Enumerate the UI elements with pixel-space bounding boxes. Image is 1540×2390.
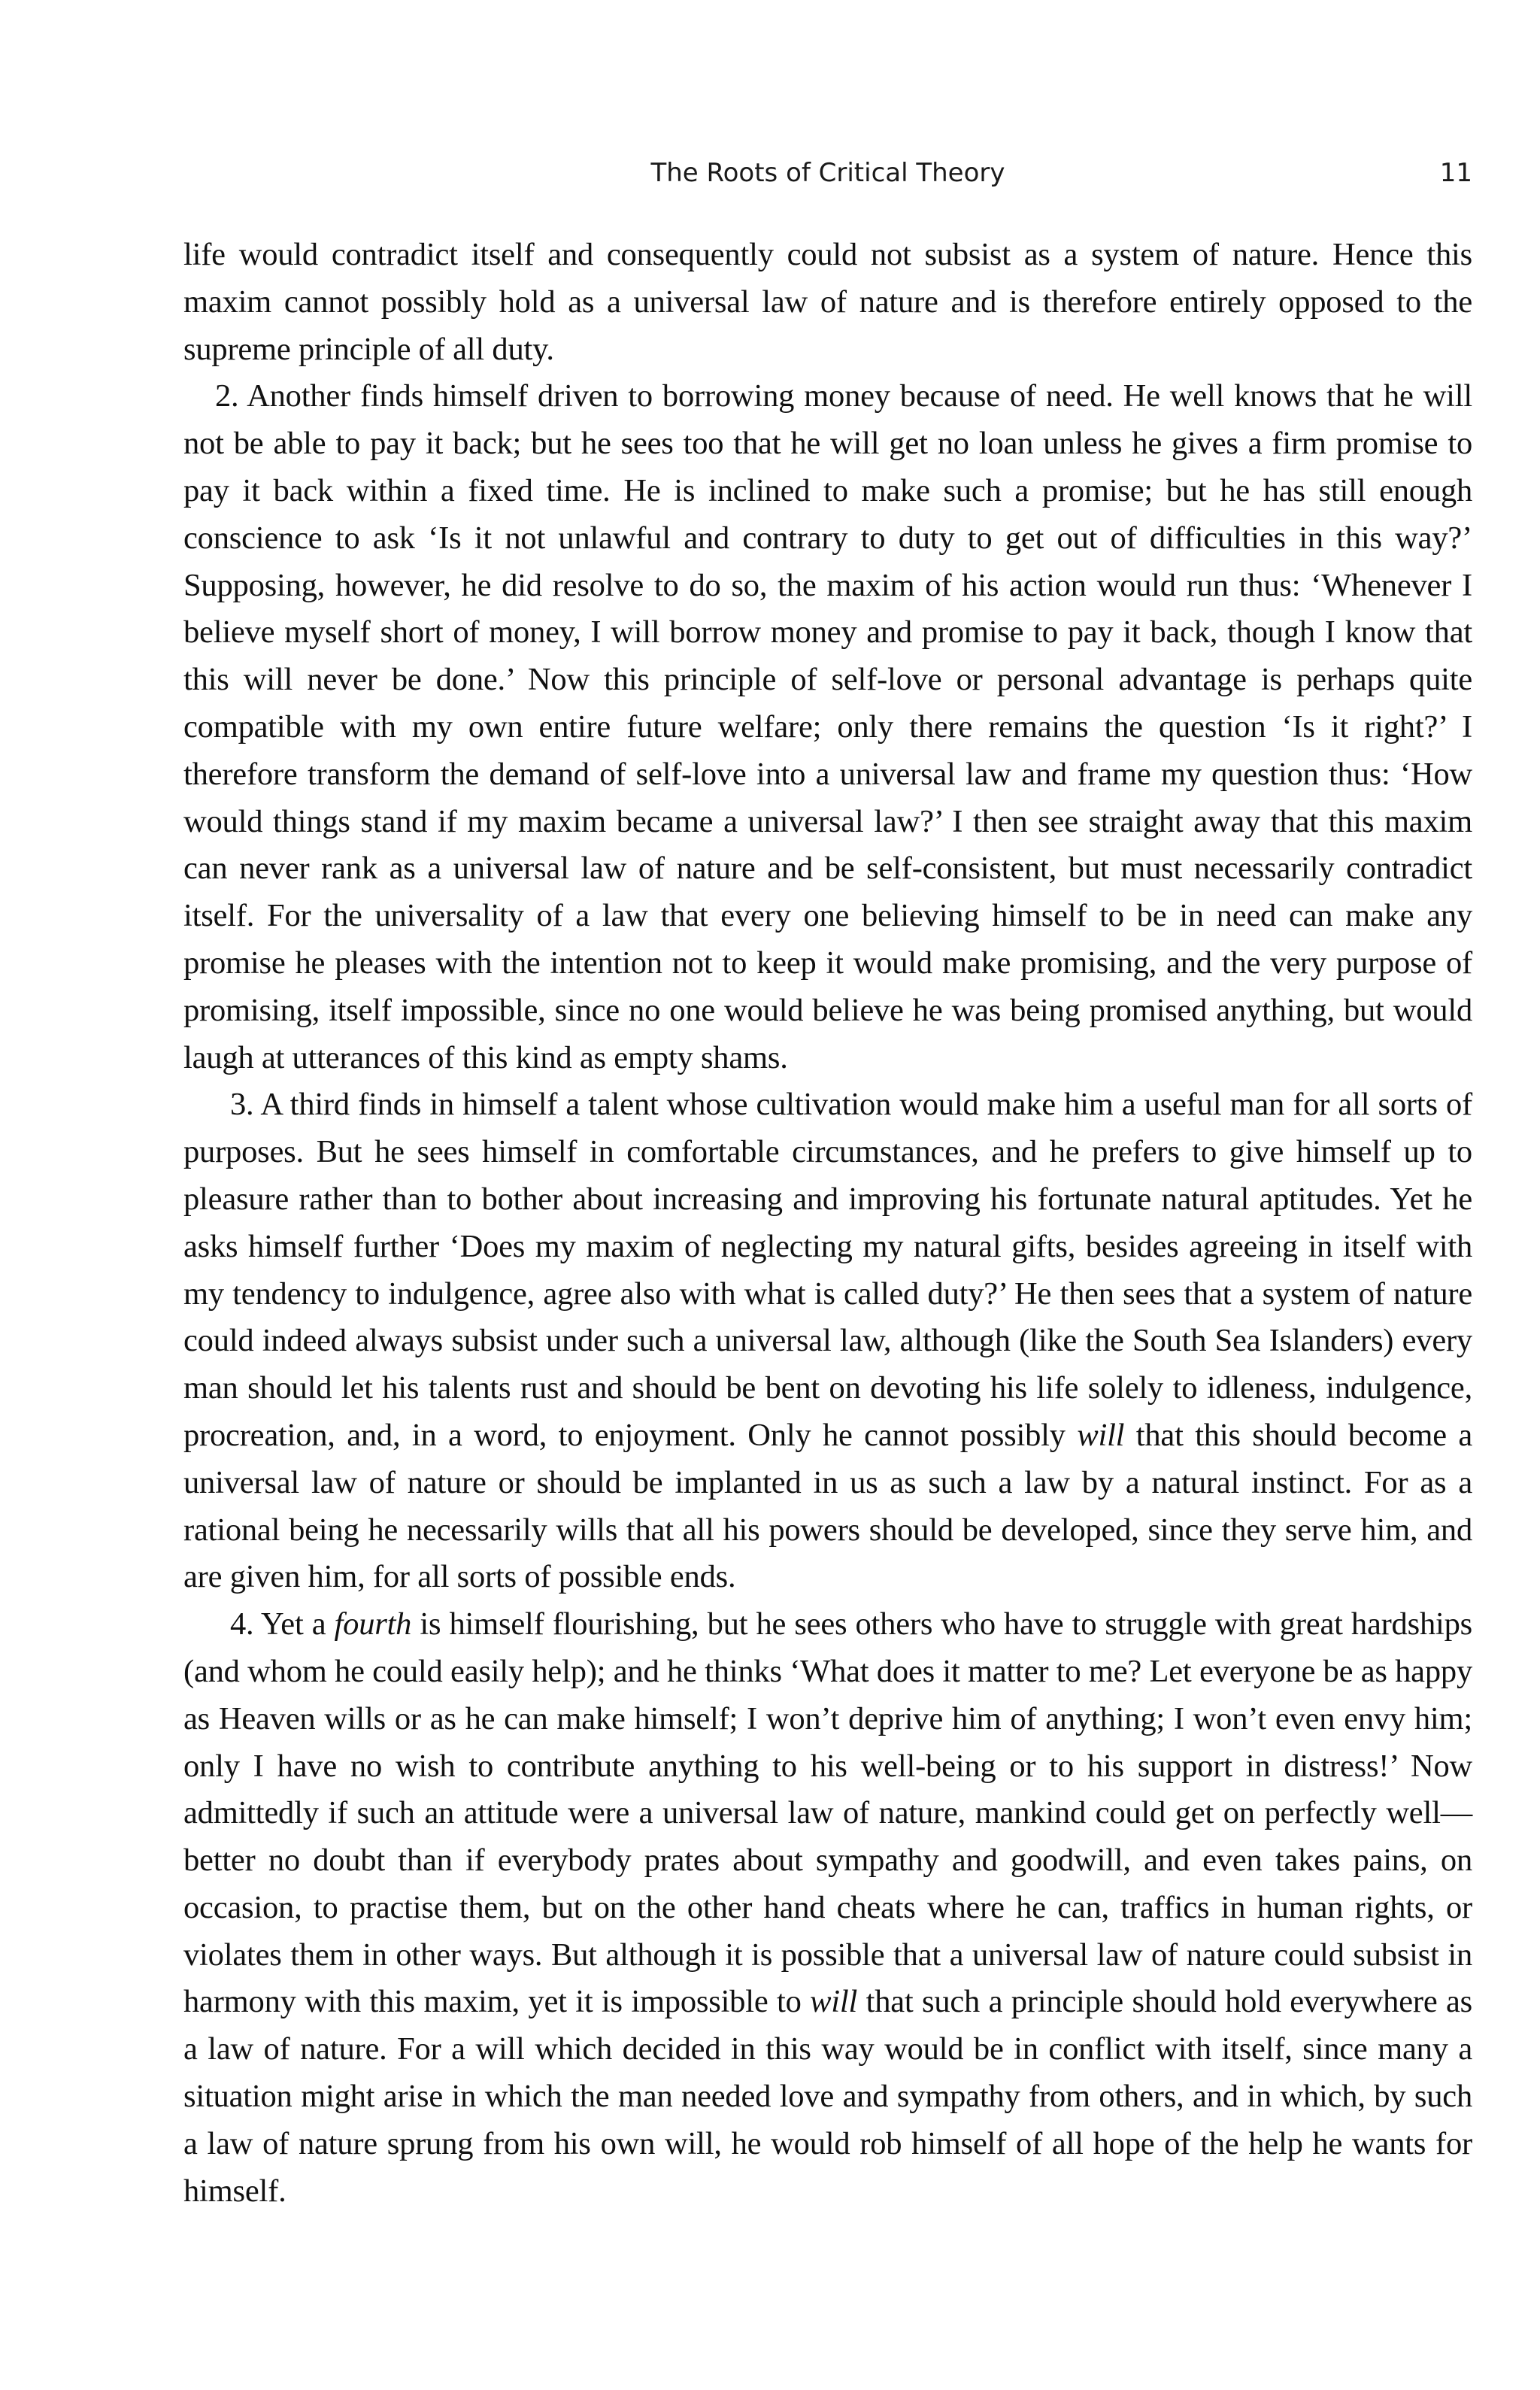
paragraph-example-2	[183, 373, 1472, 1081]
paragraph-continuation	[183, 232, 1472, 373]
italic-emphasis: will	[1077, 1417, 1125, 1453]
text-run: is himself flourishing, but he sees others who have to struggle with great hardships (and whom he could easily help); and he thinks ‘What does it matter to me? Let everyone be as happy as Heaven wills or as he can make himself; I won’t deprive him of anything; I won’t even envy him; only I have no wish to contribute anything to his well-being or to his support in distress!’ Now admittedly if such an attitude were a universal law of nature, mankind could get on perfectly well—better no doubt than if everybody prates about sympathy and goodwill, and even takes pains, on occasion, to practise them, but on the other hand cheats where he can, traffics in human rights, or violates them in other ways. But although it is possible that a universal law of nature could subsist in harmony with this maxim, yet it is impossible to	[183, 1606, 1472, 2020]
text-run: 3. A third finds in himself a talent whose cultivation would make him a useful man for all sorts of purposes. But he sees himself in comfortable circumstances, and he prefers to give himself up to pleasure rather than to bother about increasing and improving his fortunate natural aptitudes. Yet he asks himself further ‘Does my maxim of neglecting my natural gifts, besides agreeing in itself with my tendency to indulgence, agree also with what is called duty?’ He then sees that a system of nature could indeed always subsist under such a universal law, although (like the South Sea Islanders) every man should let his talents rust and should be bent on devoting his life solely to idleness, indulgence, procreation, and, in a word, to enjoyment. Only he cannot possibly	[183, 1087, 1472, 1453]
book-page	[183, 150, 1472, 2215]
page-number: 11	[1439, 158, 1472, 188]
paragraph-example-3	[183, 1081, 1472, 1601]
text-run: 2. Another finds himself driven to borrowing money because of need. He well knows that he will not be able to pay it back; but he sees too that he will get no loan unless he gives a firm promise to pay it back within a fixed time. He is inclined to make such a promise; but he has still enough conscience to ask ‘Is it not unlawful and contrary to duty to get out of difficulties in this way?’ Supposing, however, he did resolve to do so, the maxim of his action would run thus: ‘Whenever I believe myself short of money, I will borrow money and promise to pay it back, though I know that this will never be done.’ Now this principle of self-love or personal advantage is perhaps quite compatible with my own entire future welfare; only there remains the question ‘Is it right?’ I therefore transform the demand of self-love into a universal law and frame my question thus: ‘How would things stand if my maxim became a universal law?’ I then see straight away that this maxim can never rank as a universal law of nature and be self-consistent, but must necessarily contradict itself. For the universality of a law that every one believing himself to be in need can make any promise he pleases with the intention not to keep it would make promising, and the very purpose of promising, itself impossible, since no one would believe he was being promised anything, but would laugh at utterances of this kind as empty shams.	[183, 378, 1472, 1075]
text-run: 4. Yet a	[230, 1606, 335, 1642]
italic-emphasis: fourth	[334, 1606, 412, 1642]
running-head	[183, 150, 1472, 193]
text-run: that such a principle should hold everywhere as a law of nature. For a will which decided in this way would be in conflict with itself, since many a situation might arise in which the man needed love and sympathy from others, and in which, by such a law of nature sprung from his own will, he would rob himself of all hope of the help he wants for himself.	[183, 1984, 1472, 2209]
text-run: that this should become a universal law of nature or should be implanted in us as such a law by a natural instinct. For as a rational being he necessarily wills that all his powers should be developed, since they serve him, and are given him, for all sorts of possible ends.	[183, 1417, 1473, 1595]
paragraph-example-4	[183, 1601, 1472, 2215]
text-run: life would contradict itself and consequently could not subsist as a system of nature. Hence this maxim cannot possibly hold as a universal law of nature and is therefore entirely opposed to the supreme principle of all duty.	[183, 237, 1472, 367]
italic-emphasis: will	[810, 1984, 858, 2020]
body-text	[183, 232, 1472, 2215]
running-title: The Roots of Critical Theory	[650, 158, 1005, 188]
